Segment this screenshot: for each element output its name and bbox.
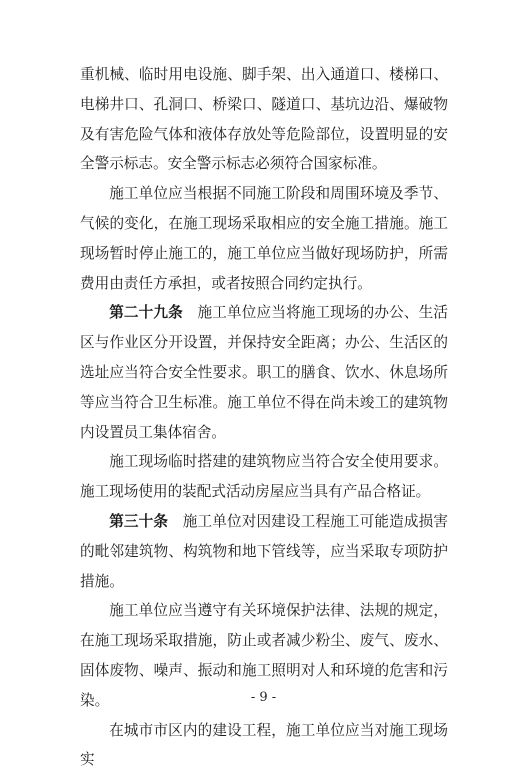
- paragraph-2: [80, 179, 448, 298]
- paragraph-1-text: 重机械、临时用电设施、脚手架、出入通道口、楼梯口、电梯井口、孔洞口、桥梁口、隧道口、基坑边沿、爆破物及有害危险气体和液体存放处等危险部位，设置明显的安全警示标志。安全警示标志必须符合国家标准。: [80, 66, 448, 173]
- paragraph-6-text: 施工单位应当遵守有关环境保护法律、法规的规定，在施工现场采取措施，防止或者减少粉尘、废气、废水、固体废物、噪声、振动和施工照明对人和环境的危害和污染。: [80, 602, 448, 709]
- paragraph-7-text: 在城市市区内的建设工程，施工单位应当对施工现场实: [80, 721, 448, 769]
- article-number-29: 第二十九条: [109, 304, 183, 322]
- paragraph-3-text: 施工单位应当将施工现场的办公、生活区与作业区分开设置，并保持安全距离；办公、生活区的选址应当符合安全性要求。职工的膳食、饮水、休息场所等应当符合卫生标准。施工单位不得在尚未竣工的建筑物内设置员工集体宿舍。: [80, 304, 448, 441]
- paragraph-7: [80, 716, 448, 775]
- page-number: - 9 -: [250, 690, 277, 705]
- paragraph-1: [80, 60, 448, 179]
- article-number-30: 第三十条: [109, 512, 169, 530]
- document-page: [80, 60, 448, 775]
- paragraph-article-30: [80, 507, 448, 596]
- paragraph-5-text: 施工单位对因建设工程施工可能造成损害的毗邻建筑物、构筑物和地下管线等，应当采取专项防护措施。: [80, 512, 448, 590]
- paragraph-4-text: 施工现场临时搭建的建筑物应当符合安全使用要求。施工现场使用的装配式活动房屋应当具有产品合格证。: [80, 453, 448, 501]
- paragraph-article-29: [80, 298, 448, 447]
- paragraph-2-text: 施工单位应当根据不同施工阶段和周围环境及季节、气候的变化，在施工现场采取相应的安全施工措施。施工现场暂时停止施工的，施工单位应当做好现场防护，所需费用由责任方承担，或者按照合同约定执行。: [80, 185, 448, 292]
- paragraph-4: [80, 447, 448, 507]
